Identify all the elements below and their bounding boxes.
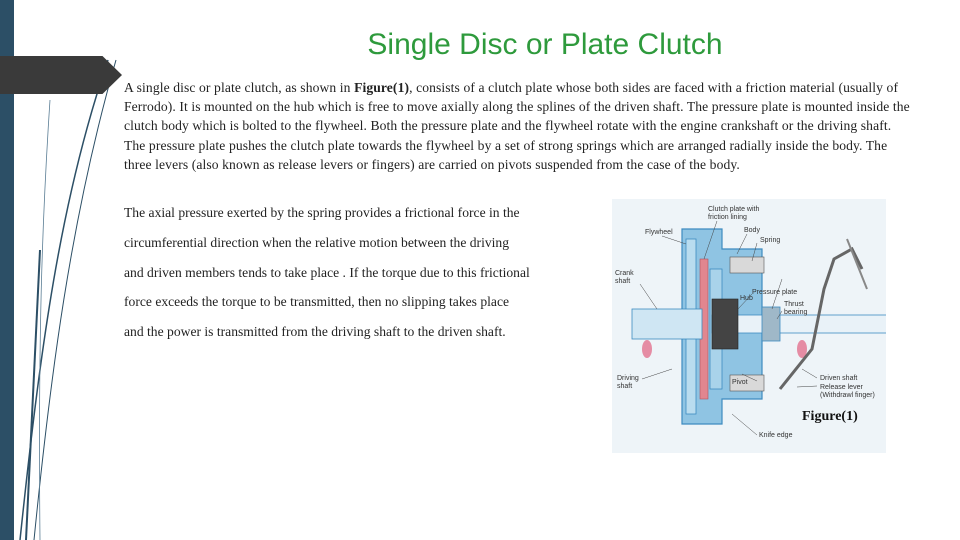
paragraph-line: and the power is transmitted from the driving shaft to the driven shaft.: [124, 324, 506, 340]
label-knife-edge: Knife edge: [759, 432, 793, 439]
paragraph-line: and driven members tends to take place . If the torque due to this frictional: [124, 264, 530, 280]
paragraph-intro-rest: , consists of a clutch plate whose both sides are faced with a friction material (usually of Ferrodo). It is mounted on the hub which is free to move axially along the splines of the driven shaft. The pressure plate is mounted inside the clutch body which is bolted to the flywheel. Both the pressure plate and the flywheel rotate with the engine crankshaft or the driving shaft. The pressure plate pushes the clutch plate towards the flywheel by a set of strong springs which are arranged radially inside the body. The three levers (also known as release levers or fingers) are carried on pivots suspended from the case of the body.: [124, 80, 910, 172]
label-crank-shaft: shaft: [615, 278, 631, 285]
paragraph-friction: [124, 202, 608, 351]
label-friction-lining: friction lining: [708, 214, 747, 221]
label-driving-shaft: shaft: [617, 383, 633, 390]
paragraph-intro: [124, 78, 914, 174]
figure-reference: Figure(1): [354, 80, 410, 95]
label-withdrawl-finger: (Withdrawl finger): [820, 392, 875, 399]
label-body: Body: [744, 227, 760, 234]
label-thrust: Thrust: [784, 301, 804, 308]
label-driving: Driving: [617, 375, 639, 382]
figure-caption: Figure(1): [802, 409, 858, 424]
label-release-lever: Release lever: [820, 384, 863, 391]
tab-arrow-shape: [0, 56, 122, 94]
paragraph-line: circumferential direction when the relative motion between the driving: [124, 234, 510, 250]
label-spring: Spring: [760, 237, 781, 244]
label-pivot: Pivot: [732, 379, 748, 386]
label-flywheel: Flywheel: [645, 229, 673, 236]
label-clutch-plate: Clutch plate with: [708, 206, 760, 213]
paragraph-line: force exceeds the torque to be transmitted, then no slipping takes place: [124, 294, 510, 310]
label-pressure-plate: Pressure plate: [752, 289, 798, 296]
page-title: Single Disc or Plate Clutch: [367, 28, 723, 61]
paragraph-intro-start: A single disc or plate clutch, as shown in: [124, 80, 355, 95]
label-crank: Crank: [615, 270, 634, 277]
label-driven-shaft: Driven shaft: [820, 375, 858, 382]
paragraph-line: The axial pressure exerted by the spring provides a frictional force in the: [124, 205, 520, 220]
label-hub: Hub: [740, 295, 753, 302]
label-bearing: bearing: [784, 309, 808, 316]
